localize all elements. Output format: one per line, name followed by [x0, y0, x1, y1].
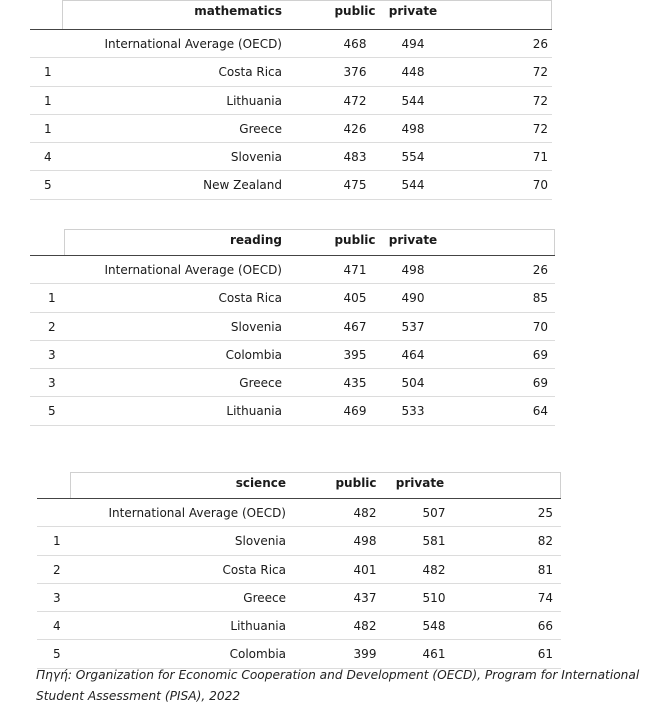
public-cell: 437 — [353, 590, 377, 605]
private-cell: 533 — [401, 404, 425, 419]
private-cell: 507 — [422, 506, 446, 520]
public-cell: 482 — [353, 506, 377, 520]
country-cell: Colombia — [225, 347, 282, 362]
rank-cell: 1 — [53, 534, 61, 549]
table-row — [37, 556, 561, 584]
difference-cell: 61 — [537, 647, 553, 662]
table-row — [30, 256, 555, 284]
public-cell: 401 — [353, 562, 377, 577]
source-note: Πηγή: Organization for Economic Cooperation and Development (OECD), Program for International Student Assessment (PISA), 2022 — [36, 668, 640, 703]
private-cell: 498 — [401, 121, 425, 136]
rank-cell: 1 — [44, 65, 52, 80]
difference-cell: 69 — [532, 347, 548, 362]
private-cell: 498 — [401, 263, 425, 277]
table-row — [30, 115, 552, 143]
public-cell: 376 — [343, 65, 367, 80]
difference-cell: 26 — [532, 37, 548, 51]
table-reading — [30, 229, 555, 426]
private-cell: 504 — [401, 376, 425, 391]
difference-cell: 26 — [532, 263, 548, 277]
rank-cell: 1 — [44, 93, 52, 108]
private-cell: 554 — [401, 150, 425, 165]
table-row — [30, 313, 555, 341]
country-cell: Greece — [243, 590, 286, 605]
table-row — [30, 58, 552, 86]
country-cell: Costa Rica — [218, 291, 282, 306]
public-cell: 399 — [353, 647, 377, 662]
table-row — [30, 87, 552, 115]
country-cell: Greece — [239, 376, 282, 391]
country-cell: Slovenia — [230, 319, 282, 334]
table-row — [37, 499, 561, 527]
rank-cell: 5 — [48, 404, 56, 419]
public-cell: 468 — [343, 37, 367, 51]
public-cell: 467 — [343, 319, 367, 334]
public-heading: public — [334, 4, 376, 18]
difference-cell: 66 — [537, 619, 553, 634]
public-cell: 395 — [343, 347, 367, 362]
rank-cell: 5 — [44, 178, 52, 193]
difference-cell: 64 — [532, 404, 548, 419]
rank-cell: 3 — [48, 347, 56, 362]
table-row — [30, 369, 555, 397]
country-cell: Costa Rica — [218, 65, 282, 80]
public-cell: 405 — [343, 291, 367, 306]
private-cell: 544 — [401, 93, 425, 108]
private-cell: 537 — [401, 319, 425, 334]
difference-cell: 70 — [532, 178, 548, 193]
public-cell: 482 — [353, 619, 377, 634]
private-cell: 581 — [422, 534, 446, 549]
public-cell: 472 — [343, 93, 367, 108]
public-heading: public — [335, 476, 377, 490]
table-row — [30, 171, 552, 199]
country-cell: Lithuania — [226, 93, 282, 108]
subject-heading: mathematics — [194, 4, 282, 18]
rank-cell: 1 — [44, 121, 52, 136]
subject-heading: reading — [230, 233, 282, 247]
difference-cell: 72 — [532, 65, 548, 80]
table-body — [37, 499, 561, 669]
private-cell: 510 — [422, 590, 446, 605]
country-cell: Greece — [239, 121, 282, 136]
public-cell: 469 — [343, 404, 367, 419]
table-row — [30, 30, 552, 58]
rank-cell: 5 — [53, 647, 61, 662]
private-heading: private — [395, 476, 445, 490]
table-body — [30, 256, 555, 426]
table-row — [30, 143, 552, 171]
private-cell: 494 — [401, 37, 425, 51]
table-row — [37, 584, 561, 612]
rank-cell: 4 — [53, 619, 61, 634]
rank-cell: 4 — [44, 150, 52, 165]
country-cell: Lithuania — [226, 404, 282, 419]
table-header — [30, 0, 552, 30]
table-body — [30, 30, 552, 200]
table-row — [30, 341, 555, 369]
private-heading: private — [388, 4, 438, 18]
private-cell: 464 — [401, 347, 425, 362]
private-cell: 482 — [422, 562, 446, 577]
public-cell: 498 — [353, 534, 377, 549]
country-cell: International Average (OECD) — [104, 37, 282, 51]
table-header — [37, 472, 561, 499]
table-row — [30, 284, 555, 312]
table-header — [30, 229, 555, 256]
difference-cell: 74 — [537, 590, 553, 605]
country-cell: International Average (OECD) — [108, 506, 286, 520]
difference-cell: 69 — [532, 376, 548, 391]
table-row — [37, 612, 561, 640]
private-cell: 548 — [422, 619, 446, 634]
rank-cell: 1 — [48, 291, 56, 306]
public-cell: 475 — [343, 178, 367, 193]
public-cell: 483 — [343, 150, 367, 165]
country-cell: Colombia — [229, 647, 286, 662]
difference-cell: 25 — [537, 506, 553, 520]
rank-cell: 2 — [48, 319, 56, 334]
country-cell: International Average (OECD) — [104, 263, 282, 277]
public-cell: 471 — [343, 263, 367, 277]
rank-cell: 3 — [53, 590, 61, 605]
difference-cell: 85 — [532, 291, 548, 306]
country-cell: Slovenia — [234, 534, 286, 549]
private-cell: 544 — [401, 178, 425, 193]
table-science — [37, 472, 561, 669]
table-row — [30, 397, 555, 425]
difference-cell: 82 — [537, 534, 553, 549]
country-cell: Lithuania — [230, 619, 286, 634]
private-cell: 490 — [401, 291, 425, 306]
difference-cell: 71 — [532, 150, 548, 165]
rank-cell: 2 — [53, 562, 61, 577]
difference-cell: 70 — [532, 319, 548, 334]
difference-cell: 81 — [537, 562, 553, 577]
subject-heading: science — [235, 476, 286, 490]
public-heading: public — [334, 233, 376, 247]
table-mathematics — [30, 0, 552, 200]
difference-cell: 72 — [532, 121, 548, 136]
private-cell: 461 — [422, 647, 446, 662]
rank-cell: 3 — [48, 376, 56, 391]
public-cell: 435 — [343, 376, 367, 391]
table-row — [37, 527, 561, 555]
private-heading: private — [388, 233, 438, 247]
difference-cell: 72 — [532, 93, 548, 108]
country-cell: Costa Rica — [222, 562, 286, 577]
country-cell: Slovenia — [230, 150, 282, 165]
country-cell: New Zealand — [203, 178, 282, 193]
private-cell: 448 — [401, 65, 425, 80]
public-cell: 426 — [343, 121, 367, 136]
